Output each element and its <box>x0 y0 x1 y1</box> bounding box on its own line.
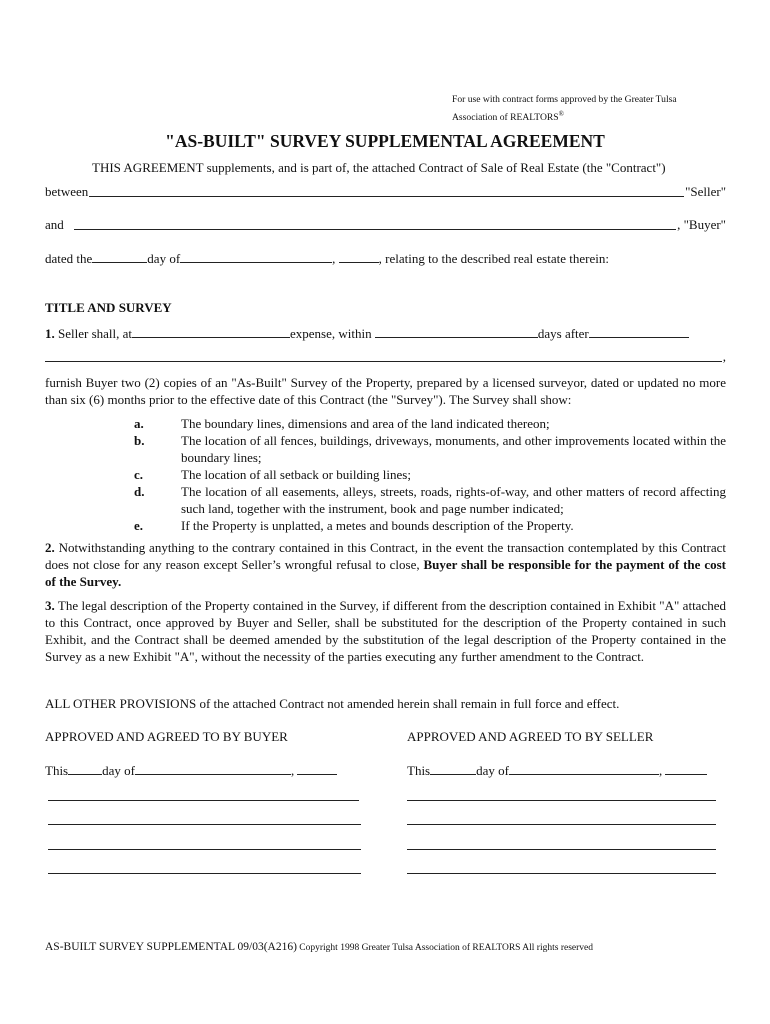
clause1-line2 <box>45 349 726 365</box>
buyer-approval-heading: APPROVED AND AGREED TO BY BUYER <box>45 729 288 744</box>
seller-month-field[interactable] <box>509 762 659 775</box>
seller-approval-heading: APPROVED AND AGREED TO BY SELLER <box>407 729 654 744</box>
seller-label: "Seller" <box>685 184 726 199</box>
footer <box>45 941 593 953</box>
buyer-this-label: This <box>45 763 69 778</box>
clause2 <box>45 539 726 590</box>
intro-text: THIS AGREEMENT supplements, and is part of, the attached Contract of Sale of Real Estate (the "Contract") <box>92 160 666 175</box>
buyer-day-of-label: day of <box>102 763 135 778</box>
header-note <box>452 93 726 125</box>
buyer-line <box>45 217 726 233</box>
buyer-date-comma: , <box>290 763 295 778</box>
clause2-number: 2. <box>45 540 55 555</box>
buyer-date-line <box>45 762 337 779</box>
list-text: The location of all easements, alleys, streets, roads, rights-of-way, and other matters of record affecting such land, together with the instrument, book and page number indicated; <box>181 484 726 516</box>
list-text: The location of all fences, buildings, driveways, monuments, and other improvements located within the boundary lines; <box>181 433 726 465</box>
seller-date-comma: , <box>658 763 663 778</box>
buyer-label: , "Buyer" <box>677 217 726 232</box>
clause3-text: The legal description of the Property contained in the Survey, if different from the description contained in Exhibit "A" attached to this Contract, once approved by Buyer and Seller, shall be substituted for the description of the Property contained in such Exhibit, and the Contract shall be deemed amended by the substitution of the legal description of the Property contained in the Survey as a new Exhibit "A", without the necessity of the parties executing any further amendment to the Contract. <box>45 598 726 664</box>
buyer-signature-line-3[interactable] <box>48 848 361 850</box>
expense-party-field[interactable] <box>132 325 290 338</box>
clause1-line1 <box>45 325 689 342</box>
list-text: The location of all setback or building lines; <box>181 467 411 482</box>
document-title: "AS-BUILT" SURVEY SUPPLEMENTAL AGREEMENT <box>165 131 605 151</box>
other-provisions-text: ALL OTHER PROVISIONS of the attached Contract not amended herein shall remain in full force and effect. <box>45 696 620 711</box>
registered-mark: ® <box>558 110 564 118</box>
clause3-number: 3. <box>45 598 55 613</box>
list-marker: c. <box>134 467 144 482</box>
seller-line <box>45 184 726 200</box>
buyer-signature-line-2[interactable] <box>48 823 361 825</box>
list-item <box>134 466 726 483</box>
footer-copyright: Copyright 1998 Greater Tulsa Association of REALTORS All rights reserved <box>296 943 593 953</box>
days-after-label: days after <box>537 326 589 341</box>
seller-signature-line-3[interactable] <box>407 848 716 850</box>
list-item <box>134 432 726 466</box>
clause3 <box>45 597 726 665</box>
dated-comma: , <box>332 251 336 266</box>
clause2-text: Notwithstanding anything to the contrary contained in this Contract, in the event the transaction contemplated by this Contract does not close for any reason except Seller’s wrongful refusal to close, <box>45 540 726 572</box>
buyer-signature-line-4[interactable] <box>48 872 361 874</box>
day-field[interactable] <box>92 250 147 263</box>
days-after-field-b[interactable] <box>45 360 722 362</box>
section-heading: TITLE AND SURVEY <box>45 300 172 315</box>
days-after-field-a[interactable] <box>589 325 689 338</box>
clause1-number: 1. <box>45 326 55 341</box>
list-item <box>134 415 726 432</box>
seller-signature-line-4[interactable] <box>407 872 716 874</box>
seller-signature-line-1[interactable] <box>407 799 716 801</box>
dated-line <box>45 250 609 267</box>
year-field[interactable] <box>339 250 379 263</box>
day-of-label: day of <box>147 251 181 266</box>
buyer-name-field[interactable] <box>74 228 676 230</box>
list-text: If the Property is unplatted, a metes and bounds description of the Property. <box>181 518 574 533</box>
clause1-furnish-text: furnish Buyer two (2) copies of an "As-Built" Survey of the Property, prepared by a licensed surveyor, dated or updated no more than six (6) months prior to the effective date of this Contract (the "Survey"). The Survey shall show: <box>45 375 726 407</box>
list-marker: e. <box>134 518 144 533</box>
seller-date-line <box>407 762 707 779</box>
seller-signature-line-2[interactable] <box>407 823 716 825</box>
buyer-day-field[interactable] <box>68 762 102 775</box>
header-note-line1: For use with contract forms approved by the Greater Tulsa <box>452 94 677 105</box>
seller-day-of-label: day of <box>476 763 509 778</box>
dated-the-label: dated the <box>45 251 93 266</box>
seller-name-field[interactable] <box>89 195 684 197</box>
relating-text: , relating to the described real estate therein: <box>378 251 609 266</box>
seller-this-label: This <box>407 763 431 778</box>
header-note-line2: Association of REALTORS <box>452 112 559 124</box>
clause1-trailing-comma: , <box>722 349 726 364</box>
seller-year-field[interactable] <box>665 762 707 775</box>
list-item <box>134 483 726 517</box>
month-field[interactable] <box>180 250 332 263</box>
buyer-month-field[interactable] <box>135 762 291 775</box>
buyer-year-field[interactable] <box>297 762 337 775</box>
seller-day-field[interactable] <box>430 762 476 775</box>
list-item <box>134 517 726 534</box>
list-marker: d. <box>134 484 145 499</box>
clause2-bold-text: Buyer shall be responsible for the payment of the cost of the Survey. <box>45 557 726 589</box>
list-marker: a. <box>134 416 144 431</box>
seller-shall-at-label: Seller shall, at <box>58 326 133 341</box>
between-label: between <box>45 184 89 199</box>
buyer-signature-line-1[interactable] <box>48 799 359 801</box>
list-text: The boundary lines, dimensions and area of the land indicated thereon; <box>181 416 550 431</box>
survey-requirements-list <box>134 415 726 534</box>
and-label: and <box>45 217 64 232</box>
expense-within-label: expense, within <box>290 326 372 341</box>
days-field[interactable] <box>375 325 538 338</box>
footer-form-id: AS-BUILT SURVEY SUPPLEMENTAL 09/03(A216) <box>45 941 297 953</box>
list-marker: b. <box>134 433 145 448</box>
